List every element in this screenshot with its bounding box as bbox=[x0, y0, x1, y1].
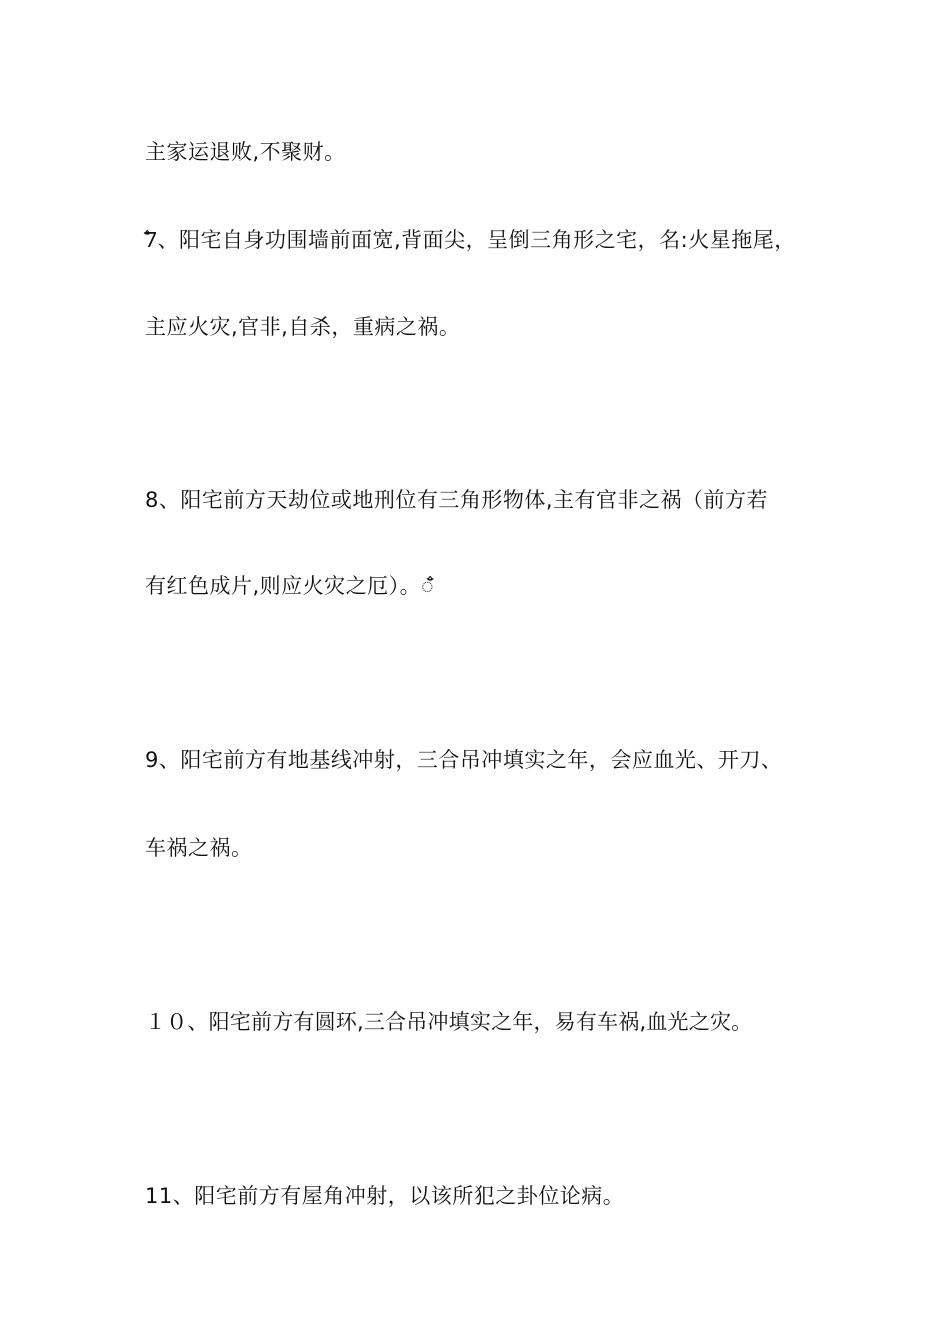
text-line: 9、阳宅前方有地基线冲射，三合吊冲填实之年，会应血光、开刀、 bbox=[145, 748, 783, 772]
text-line: 车祸之祸。 bbox=[145, 836, 253, 860]
text-line: 主家运退败,不聚财。 bbox=[145, 140, 346, 164]
text-line: 有红色成片,则应火灾之厄）。ꦀ bbox=[145, 574, 435, 598]
text-line: 主应火灾,官非,自杀，重病之祸。 bbox=[145, 315, 461, 339]
text-line: 8、阳宅前方天劫位或地刑位有三角形物体,主有官非之祸（前方若 bbox=[145, 488, 769, 512]
text-line: １０、阳宅前方有圆环,三合吊冲填实之年，易有车祸,血光之灾。 bbox=[145, 1010, 753, 1034]
text-line: 7ꦀ、阳宅自身功围墙前面宽,背面尖，呈倒三角形之宅，名:火星拖尾， bbox=[145, 228, 796, 252]
text-line: 11、阳宅前方有屋角冲射，以该所犯之卦位论病。 bbox=[145, 1184, 625, 1208]
